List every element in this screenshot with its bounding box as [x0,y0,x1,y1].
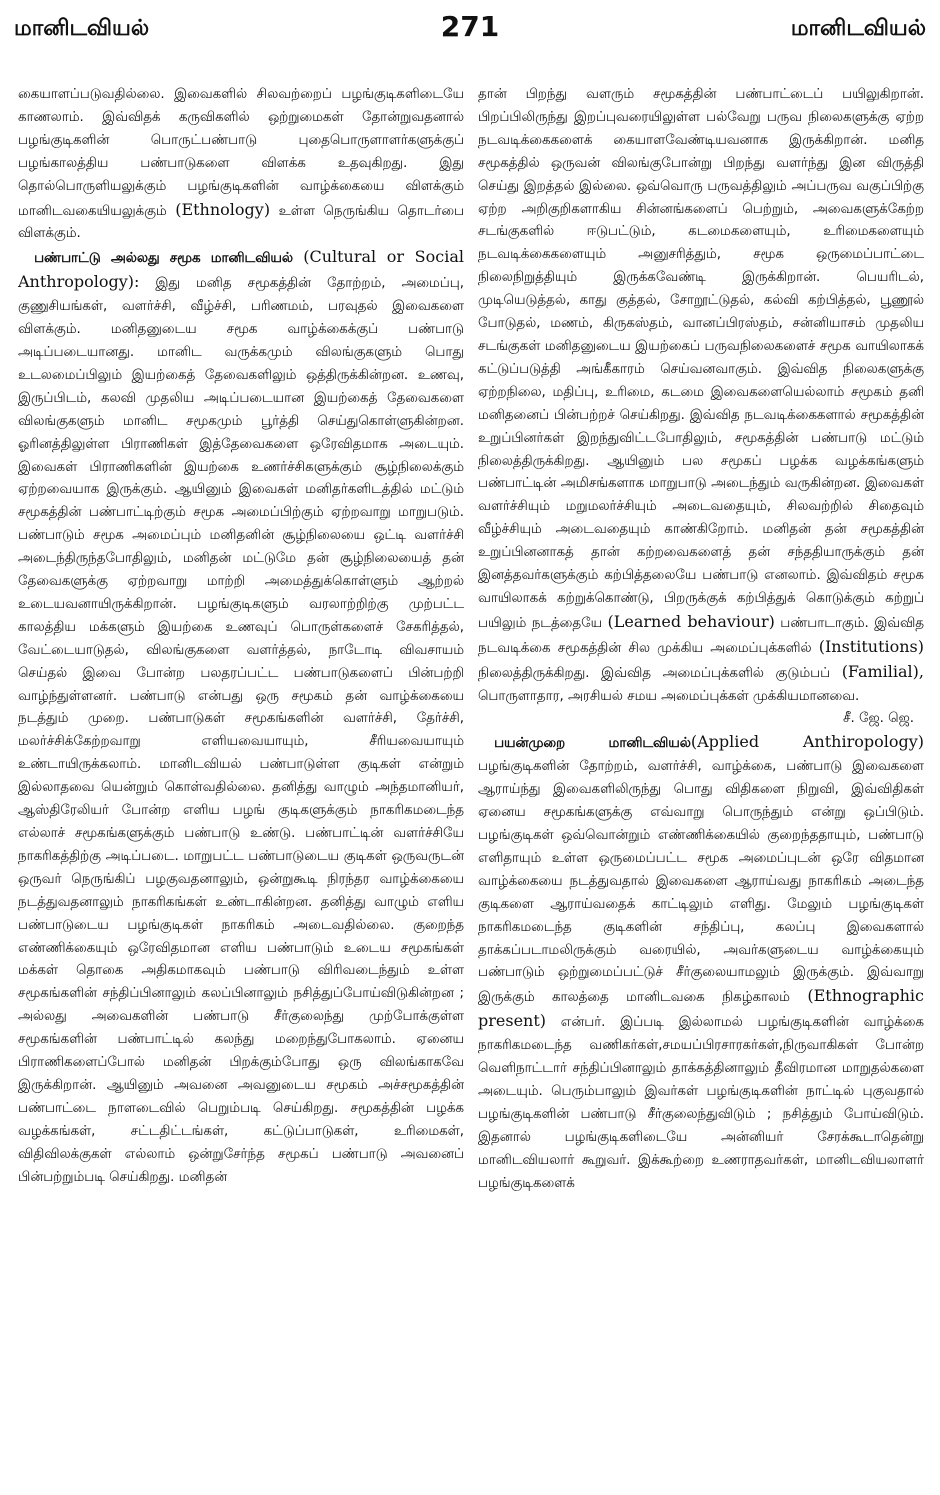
section-heading: பயன்முறை மானிடவியல் [494,736,691,752]
paragraph-cultural-anthropology: பண்பாட்டு அல்லது சமூக மானிடவியல் (Cultural or Social Anthropology): இது மனித சமூகத்தின் தோற்றம், அமைப்பு, குணுசியங்கள், வளர்ச்சி, வீழ்ச்சி, பரிணமம், பரவுதல் இவைகளை விளக்கும். மனிதனுடைய சமூக வாழ்க்கைக்குப் பண்பாடு அடிப்படையானது. மானிட வருக்கமும் விலங்குகளும் பொது உடலமைப்பிலும் இயற்கைத் தேவைகளிலும் ஒத்திருக்கின்றன. உணவு, இருப்பிடம், கலவி முதலிய அடிப்படையான இயற்கைத் தேவைகளை விலங்குகளும் மானிட சமூகமும் பூர்த்தி செய்துகொள்ளுகின்றன. ஓரினத்திலுள்ள பிராணிகள் இத்தேவைகளை ஒரேவிதமாக அடையும். இவைகள் பிராணிகளின் இயற்கை உணர்ச்சிகளுக்கும் சூழ்நிலைக்கும் ஏற்றவையாக இருக்கும். ஆயினும் இவைகள் மனிதர்களிடத்தில் மட்டும் சமூகத்தின் பண்பாட்டிற்கும் சமூக அமைப்பிற்கும் ஏற்றவாறு மாறுபடும். பண்பாடும் சமூக அமைப்பும் மனிதனின் சூழ்நிலையை ஒட்டி வளர்ச்சி அடைந்திருந்தபோதிலும், மனிதன் மட்டுமே தன் சூழ்நிலையைத் தன் தேவைகளுக்கு ஏற்றவாறு மாற்றி அமைத்துக்கொள்ளும் ஆற்றல் உடையவனாயிருக்கிறான். பழங்குடிகளும் வரலாற்றிற்கு முற்பட்ட காலத்திய மக்களும் இயற்கை உணவுப் பொருள்களைச் சேகரித்தல், வேட்டையாடுதல், விலங்குகளை வளர்த்தல், நாடோடி விவசாயம் செய்தல் இவை போன்ற பலதரப்பட்ட பண்பாடுகளைப் பின்பற்றி வாழ்ந்துள்ளனர். பண்பாடு என்பது ஒரு சமூகம் தன் வாழ்க்கையை நடத்தும் முறை. பண்பாடுகள் சமூகங்களின் வளர்ச்சி, தேர்ச்சி, மலர்ச்சிக்கேற்றவாறு எளியவையாயும், சீரியவையாயும் உண்டாயிருக்கலாம். மானிடவியல் பண்பாடுள்ள குடிகள் என்றும் இல்லாதவை யென்றும் கொள்வதில்லை. தனித்து வாழும் அந்தமானியர், ஆஸ்திரேலியர் போன்ற எளிய பழங் குடிகளுக்கும் நாகரிகமடைந்த எல்லாச் சமூகங்களுக்கும் பண்பாடு உண்டு. பண்பாட்டின் வளர்ச்சியே நாகரிகத்திற்கு அடிப்படை. மாறுபட்ட பண்பாடுடைய குடிகள் ஒருவருடன் ஒருவர் நெருங்கிப் பழகுவதனாலும், ஒன்றுகூடி நிரந்தர வாழ்க்கையை நடத்துவதனாலும் நாகரிகங்கள் உண்டாகின்றன. தனித்து வாழும் எளிய பண்பாடுடைய பழங்குடிகள் நாகரிகம் அடைவதில்லை. குறைந்த எண்ணிக்கையும் ஒரேவிதமான எளிய பண்பாடும் உடைய சமூகங்கள் மக்கள் தொகை அதிகமாகவும் பண்பாடு விரிவடைந்தும் உள்ள சமூகங்களின் சந்திப்பினாலும் கலப்பினாலும் நசித்துப்போய்விடுகின்றன ; அல்லது அவைகளின் பண்பாடு சீர்குலைந்து முற்போக்குள்ள சமூகங்களின் பண்பாட்டில் கலந்து மறைந்துபோகலாம். ஏனைய பிராணிகளைப்போல் மனிதன் பிறக்கும்போது ஒரு விலங்காகவே இருக்கிறான். ஆயினும் அவனை அவனுடைய சமூகம் அச்சமூகத்தின் பண்பாட்டை நாளடைவில் பெறும்படி செய்கிறது. சமூகத்தின் பழக்க வழக்கங்கள், சட்டதிட்டங்கள், கட்டுப்பாடுகள், உரிமைகள், விதிவிலக்குகள் எல்லாம் ஒன்றுசேர்ந்த சமூகப் பண்பாடு அவனைப் பின்பற்றும்படி செய்கிறது. மனிதன் [18,247,464,1185]
paragraph-tools: கையாளப்படுவதில்லை. இவைகளில் சிலவற்றைப் பழங்குடிகளிடையே காணலாம். இவ்விதக் கருவிகளில் ஒற்றுமைகள் தோன்றுவதனால் பழங்குடிகளின் பொருட்பண்பாடு புதைபொருளாளர்களுக்குப் பழங்காலத்திய பண்பாடுகளை விளக்க உதவுகிறது. இது தொல்பொருளியலுக்கும் பழங்குடிகளின் வாழ்க்கையை விளக்கும் மானிடவகையியலுக்கும் (Ethnology) உள்ள நெருங்கிய தொடர்பை விளக்கும். [18,87,464,242]
running-title-left: மானிடவியல் [14,16,150,41]
left-column [18,84,464,1484]
page-header [14,8,926,54]
running-title-right: மானிடவியல் [790,16,926,41]
author-initials: சீ. ஜே. ஜெ. [843,711,914,727]
right-column [478,84,924,1484]
section-heading: பண்பாட்டு அல்லது சமூக மானிடவியல் [34,251,304,267]
page-number: 271 [440,10,500,43]
paragraph-learned-behaviour: தான் பிறந்து வளரும் சமூகத்தின் பண்பாட்டைப் பயிலுகிறான். பிறப்பிலிருந்து இறப்புவரையிலுள்ள பல்வேறு பருவ நிலைகளுக்கு ஏற்ற நடவடிக்கைகளைக் கையாளவேண்டியவனாக இருக்கிறான். மனித சமூகத்தில் ஒருவன் விலங்குபோன்று பிறந்து வளர்ந்து இன விருத்தி செய்து இறத்தல் இல்லை. ஒவ்வொரு பருவத்திலும் அப்பருவ வகுப்பிற்கு ஏற்ற அறிகுறிகளாகிய சின்னங்களைப் பெற்றும், அவைகளுக்கேற்ற சடங்குகளில் ஈடுபட்டும், கடமைகளையும், உரிமைகளையும் நடவடிக்கைகளையும் அனுசரித்தும், சமூக ஒருமைப்பாட்டை நிலைநிறுத்தியும் இருக்கவேண்டி இருக்கிறான். பெயரிடல், முடியெடுத்தல், காது குத்தல், சோறூட்டுதல், கல்வி கற்பித்தல், பூணூல் போடுதல், மணம், கிருகஸ்தம், வானப்பிரஸ்தம், சன்னியாசம் முதலிய சடங்குகள் மனிதனுடைய இயற்கைப் பருவநிலைகளைச் சமூக வாயிலாகக் கட்டுப்படுத்தி அங்கீகாரம் செய்வனவாகும். இவ்வித நிலைகளுக்கு ஏற்றநிலை, மதிப்பு, உரிமை, கடமை இவைகளையெல்லாம் சமூகம் தனி மனிதனைப் பின்பற்றச் செய்கிறது. இவ்வித நடவடிக்கைகளால் சமூகத்தின் உறுப்பினர்கள் இறந்துவிட்டபோதிலும், சமூகத்தின் பண்பாடு மட்டும் நிலைத்திருக்கிறது. ஆயினும் பல சமூகப் பழக்க வழக்கங்களும் பண்பாட்டின் அமிசங்களாக மாறுபாடு அடைந்தும் வருகின்றன. இவைகள் வளர்ச்சியும் மறுமலர்ச்சியும் அடைவதையும், சிலவற்றில் சிதைவும் வீழ்ச்சியும் அடைவதையும் காண்கிறோம். மனிதன் தன் சமூகத்தின் உறுப்பினனாகத் தான் கற்றவைகளைத் தன் சந்ததியாருக்கும் தன் இனத்தவர்களுக்கும் கற்பித்தலையே பண்பாடு எனலாம். இவ்விதம் சமூக வாயிலாகக் கற்றுக்கொண்டு, பிறருக்குக் கற்பித்துக் கொடுக்கும் கற்றுப் பயிலும் நடத்தையே (Learned behaviour) பண்பாடாகும். இவ்வித நடவடிக்கை சமூகத்தின் சில முக்கிய அமைப்புக்களில் (Institutions) நிலைத்திருக்கிறது. இவ்வித அமைப்புக்களில் குடும்பப் (Familial), பொருளாதார, அரசியல் சமய அமைப்புக்கள் முக்கியமானவை. [478,87,924,704]
paragraph-applied-anthropology: பயன்முறை மானிடவியல்(Applied Anthiropology) பழங்குடிகளின் தோற்றம், வளர்ச்சி, வாழ்க்கை, பண்பாடு இவைகளை ஆராய்ந்து இவைகளிலிருந்து பொது விதிகளை நிறுவி, இவ்விதிகள் ஏனைய சமூகங்களுக்கு எவ்வாறு பொருந்தும் என்று ஒப்பிடும். பழங்குடிகள் ஒவ்வொன்றும் எண்ணிக்கையில் குறைந்ததாயும், பண்பாடு எளிதாயும் உள்ள ஒருமைப்பட்ட சமூக அமைப்புடன் ஒரே விதமான வாழ்க்கையை நடத்துவதால் இவைகளை ஆராய்வது நாகரிகம் அடைந்த குடிகளை ஆராய்வதைக் காட்டிலும் எளிது. மேலும் பழங்குடிகள் நாகரிகமடைந்த குடிகளின் சந்திப்பு, கலப்பு இவைகளால் தாக்கப்படாமலிருக்கும் வரையில், அவர்களுடைய வாழ்க்கையும் பண்பாடும் ஒற்றுமைப்பட்டுச் சீர்குலையாமலும் இருக்கும். இவ்வாறு இருக்கும் காலத்தை மானிடவகை நிகழ்காலம் (Ethnographic present) என்பர். இப்படி இல்லாமல் பழங்குடிகளின் வாழ்க்கை நாகரிகமடைந்த வணிகர்கள்,சமயப்பிரசாரகர்கள்,நிருவாகிகள் போன்ற வெளிநாட்டார் சந்திப்பினாலும் தாக்கத்தினாலும் தீவிரமான மாறுதல்களை அடையும். பெரும்பாலும் இவர்கள் பழங்குடிகளின் நாட்டில் புகுவதால் பழங்குடிகளின் பண்பாடு சீர்குலைந்துவிடும் ; நசித்தும் போய்விடும். இதனால் பழங்குடிகளிடையே அன்னியர் சேரக்கூடாதென்று மானிடவியலார் கூறுவர். இக்கூற்றை உணராதவர்கள், மானிடவியலாளர் பழங்குடிகளைக் [478,732,924,1191]
